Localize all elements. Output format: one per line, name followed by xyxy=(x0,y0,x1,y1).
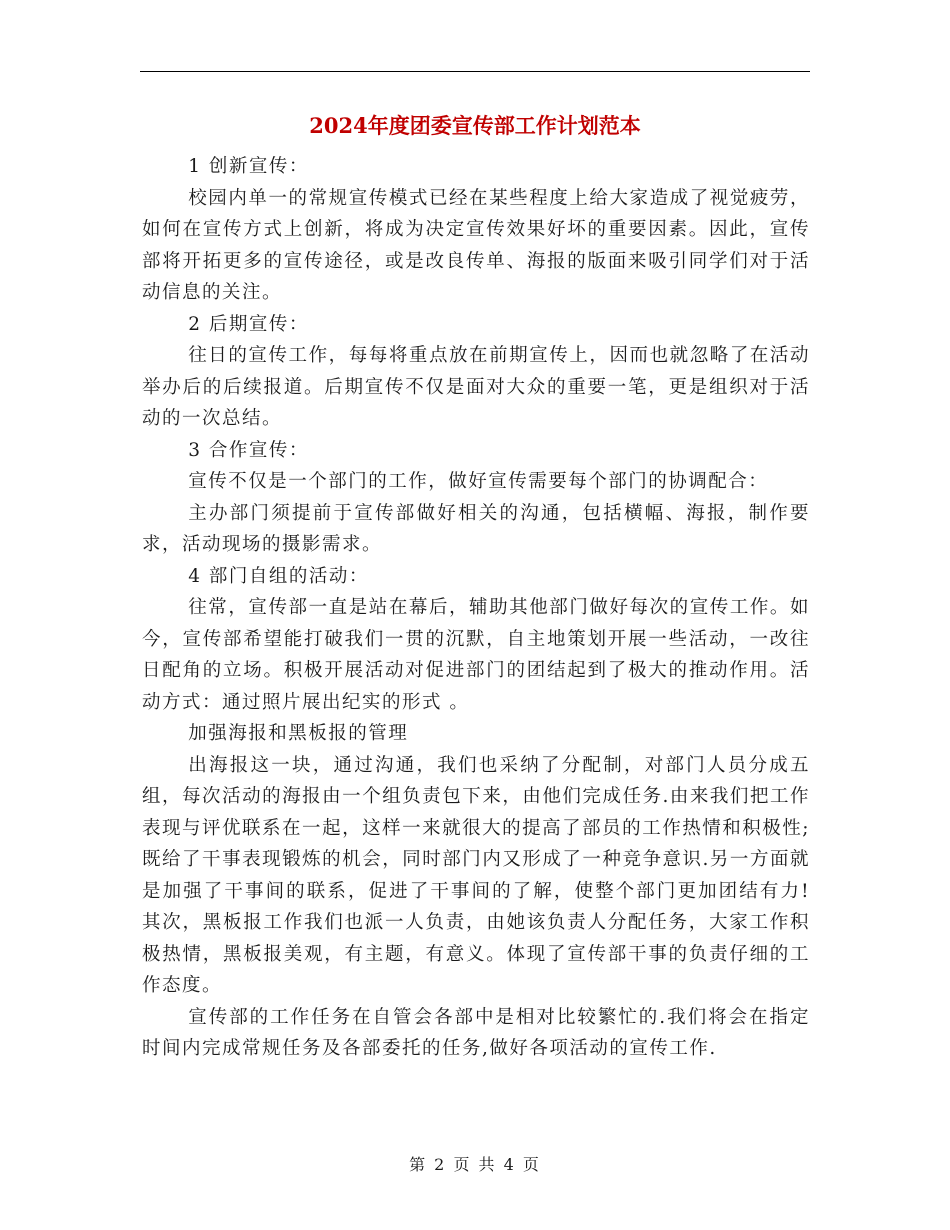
section-heading-3: 3 合作宣传： xyxy=(188,439,309,461)
section-heading-1: 1 创新宣传： xyxy=(188,156,309,177)
section-heading-2: 2 后期宣传： xyxy=(188,313,309,335)
paragraph: 往日的宣传工作，每每将重点放在前期宣传上，因而也就忽略了在活动举办后的后续报道。后期宣传不仅是面对大众的重要一笔，更是组织对于活动的一次总结。 xyxy=(142,345,810,429)
paragraph: 宣传部的工作任务在自管会各部中是相对比较繁忙的.我们将会在指定时间内完成常规任务及各部委托的任务,做好各项活动的宣传工作. xyxy=(142,1006,810,1059)
header-rule xyxy=(140,71,810,72)
paragraph: 出海报这一块，通过沟通，我们也采纳了分配制，对部门人员分成五组，每次活动的海报由一个组负责包下来，由他们完成任务.由来我们把工作表现与评优联系在一起，这样一来就很大的提高了部员的工作热情和积极性;既给了干事表现锻炼的机会，同时部门内又形成了一种竞争意识.另一方面就是加强了干事间的联系，促进了干事间的了解，使整个部门更加团结有力!其次，黑板报工作我们也派一人负责，由她该负责人分配任务，大家工作积极热情，黑板报美观，有主题，有意义。体现了宣传部干事的负责仔细的工作态度。 xyxy=(142,754,810,996)
paragraph: 校园内单一的常规宣传模式已经在某些程度上给大家造成了视觉疲劳，如何在宣传方式上创新，将成为决定宣传效果好坏的重要因素。因此，宣传部将开拓更多的宣传途径，或是改良传单、海报的版面来吸引同学们对于活动信息的关注。 xyxy=(142,187,810,303)
section-heading-4: 4 部门自组的活动： xyxy=(188,565,369,587)
document-body xyxy=(142,151,810,1065)
paragraph: 宣传不仅是一个部门的工作，做好宣传需要每个部门的协调配合： xyxy=(188,471,769,492)
document-title: 2024年度团委宣传部工作计划范本 xyxy=(309,113,641,138)
paragraph: 主办部门须提前于宣传部做好相关的沟通，包括横幅、海报，制作要求，活动现场的摄影需求。 xyxy=(142,502,810,555)
page-number: 第 2 页 共 4 页 xyxy=(409,1155,541,1174)
section-heading-5: 加强海报和黑板报的管理 xyxy=(188,723,409,744)
paragraph: 往常，宣传部一直是站在幕后，辅助其他部门做好每次的宣传工作。如今，宣传部希望能打破我们一贯的沉默，自主地策划开展一些活动，一改往日配角的立场。积极开展活动对促进部门的团结起到了极大的推动作用。活动方式：通过照片展出纪实的形式 。 xyxy=(142,597,810,713)
